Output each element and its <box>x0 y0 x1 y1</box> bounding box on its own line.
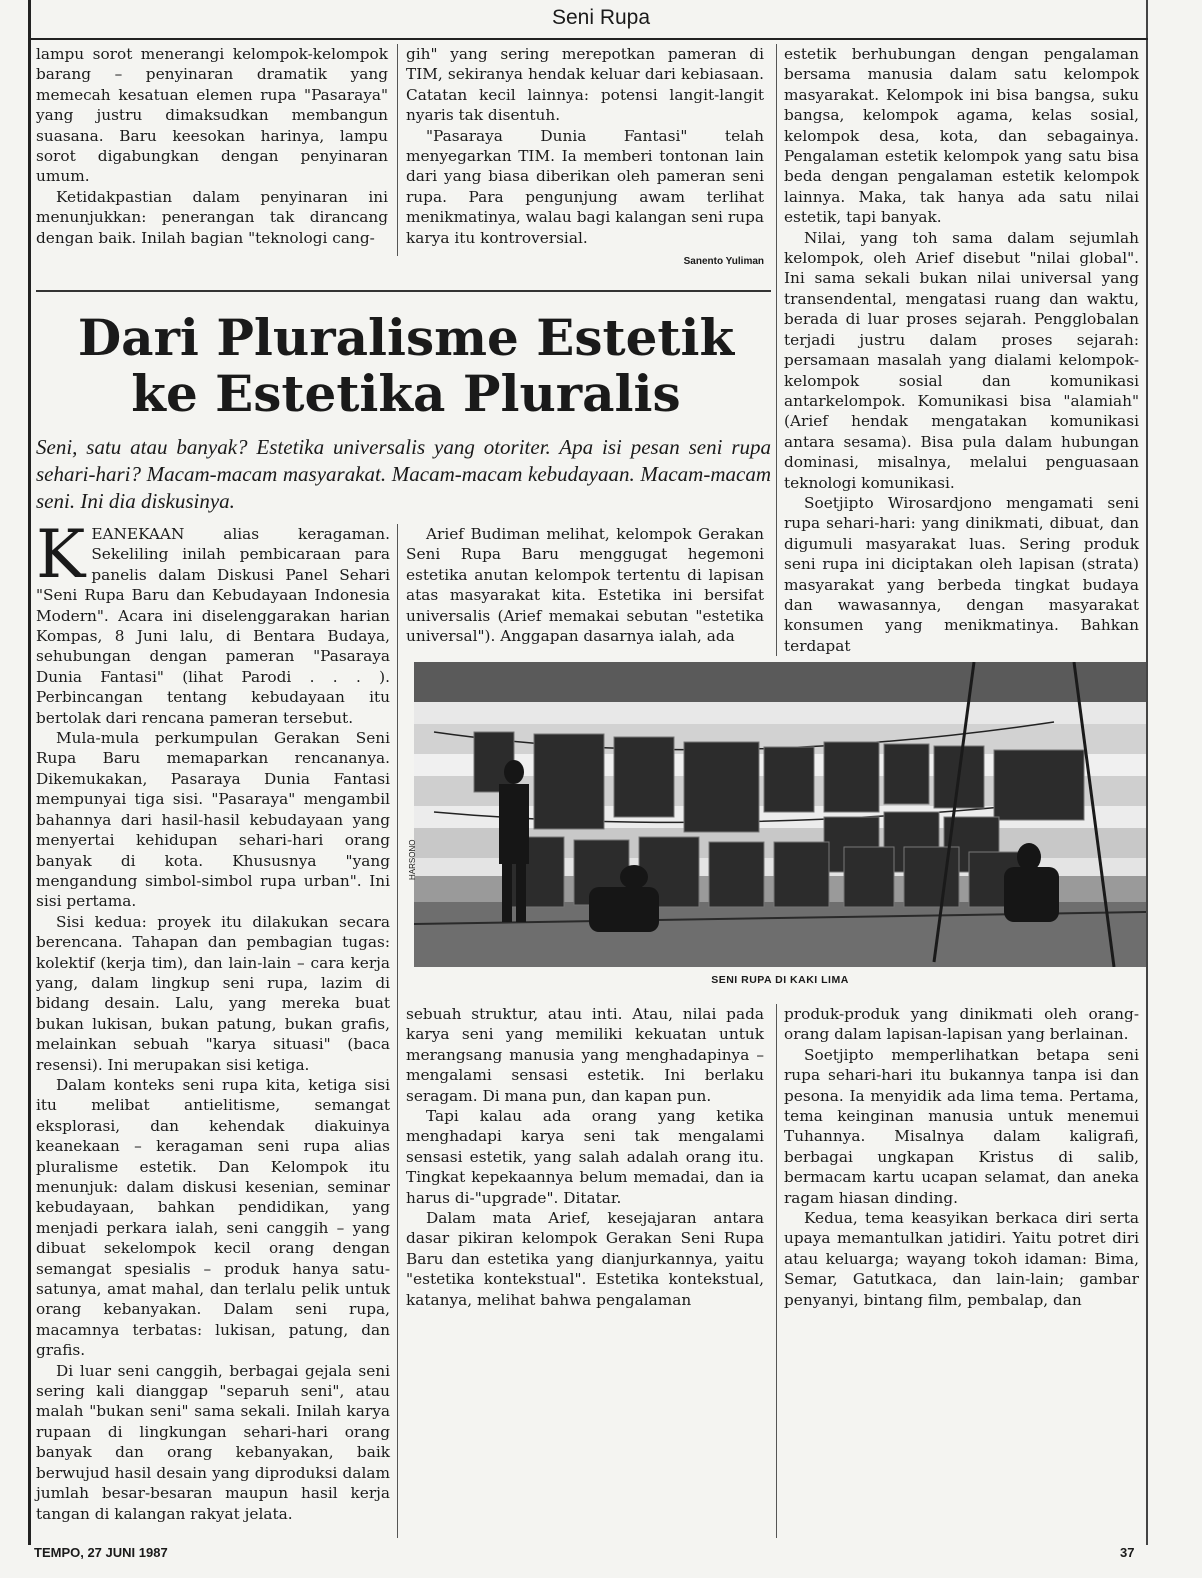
paragraph: Dalam konteks seni rupa kita, ketiga sisi itu melibat antielitisme, semangat eksplorasi, dan kehendak diakuinya keanekaan – keragaman seni rupa alias pluralisme estetik. Dan Kelompok itu menunjuk: dalam diskusi kesenian, seminar kebudayaan, bahkan pendidikan, yang menjadi perkara ialah, seni canggih – yang dibuat sekelompok kecil orang dengan semangat spesialis – produk hanya satu-satunya, amat mahal, dan terlalu pelik untuk orang kebanyakan. Dalam seni rupa, macamnya terbatas: lukisan, patung, dan grafis. <box>36 1075 390 1360</box>
page-number: 37 <box>1120 1545 1135 1560</box>
paragraph: Sisi kedua: proyek itu dilakukan secara berencana. Tahapan dan pembagian tugas: kolektif (kerja tim), dan lain-lain – cara kerja yang, dalam lingkup seni rupa, lazim di bidang desain. Lalu, yang mereka buat bukan lukisan, bukan patung, bukan grafis, melainkan sebuah "karya situasi" (baca resensi). Ini merupakan sisi ketiga. <box>36 912 390 1074</box>
photo-credit: HARSONO <box>408 839 417 880</box>
headline <box>36 310 776 422</box>
right-margin-rule <box>1146 0 1148 1545</box>
article-column-3-bottom <box>784 1004 1139 1310</box>
street-art-photo <box>414 662 1146 967</box>
column-divider <box>776 1004 777 1538</box>
article-column-1 <box>36 516 390 1524</box>
article-separator-rule <box>36 290 771 292</box>
paragraph: Tapi kalau ada orang yang ketika menghadapi karya seni tak mengalami sensasi estetik, yang salah adalah orang itu. Tingkat kepekaannya belum memadai, dan ia harus di-"upgrade". Ditatar. <box>406 1107 764 1207</box>
column-divider <box>397 44 398 256</box>
running-head: Seni Rupa <box>551 6 651 29</box>
paragraph: gih" yang sering merepotkan pameran di TIM, sekiranya hendak keluar dari kebiasaan. Catatan kecil lainnya: potensi langit-langit nyaris tak disentuh. <box>406 45 764 125</box>
column-divider <box>397 524 398 1538</box>
issue-date: TEMPO, 27 JUNI 1987 <box>34 1545 168 1560</box>
paragraph: Dalam mata Arief, kesejajaran antara dasar pikiran kelompok Gerakan Seni Rupa Baru dan estetika yang dianjurkannya, yaitu "estetika kontekstual". Estetika kontekstual, katanya, melihat bahwa pengalaman <box>406 1209 764 1309</box>
paragraph: estetik berhubungan dengan pengalaman bersama manusia dalam satu kelompok masyarakat. Kelompok ini bisa bangsa, suku bangsa, kelompok agama, kelas sosial, kelompok desa, kota, dan sebagainya. Pengalaman estetik kelompok yang satu bisa beda dengan pengalaman estetik kelompok lainnya. Maka, tak hanya ada satu nilai estetik, tapi banyak. <box>784 45 1139 227</box>
paragraph: sebuah struktur, atau inti. Atau, nilai pada karya seni yang memiliki kekuatan untuk merangsang manusia yang menghadapinya – mengalami sensasi estetik. Ini berlaku seragam. Di mana pun, dan kapan pun. <box>406 1005 764 1105</box>
paragraph: Nilai, yang toh sama dalam sejumlah kelompok, oleh Arief disebut "nilai global". Ini sama sekali bukan nilai universal yang transendental, mengatasi ruang dan waktu, berada di luar proses sejarah. Pengglobalan terjadi justru dalam proses sejarah: persamaan masalah yang dialami kelompok-kelompok sosial dan komunikasi antarkelompok. Komunikasi bisa "alamiah" (Arief hendak mengatakan komunikasi antara sesama). Bisa pula dalam hubungan dominasi, misalnya, melalui penguasaan teknologi komunikasi. <box>784 228 1139 492</box>
left-margin-rule <box>28 0 31 1545</box>
drop-cap: K <box>36 516 86 593</box>
headline-line-2: ke Estetika Pluralis <box>131 364 681 423</box>
prev-article-column-1 <box>36 44 388 248</box>
paragraph: Ketidakpastian dalam penyinaran ini menunjukkan: penerangan tak dirancang dengan baik. Inilah bagian "teknologi cang- <box>36 187 388 247</box>
paragraph: produk-produk yang dinikmati oleh orang-orang dalam lapisan-lapisan yang berlainan. <box>784 1005 1139 1044</box>
paragraph: lampu sorot menerangi kelompok-kelompok barang – penyinaran dramatik yang memecah kesatuan elemen rupa "Pasaraya" yang justru dimaksudkan membangun suasana. Baru keesokan harinya, lampu sorot digabungkan dengan penyinaran umum. <box>36 45 388 186</box>
paragraph: "Pasaraya Dunia Fantasi" telah menyegarkan TIM. Ia memberi tontonan lain dari yang biasa diberikan oleh pameran seni rupa. Para pengunjung awam terlihat menikmatinya, walau bagi kalangan seni rupa karya itu kontroversial. <box>406 126 764 247</box>
deck-intro: Seni, satu atau banyak? Estetika universalis yang otoriter. Apa isi pesan seni rupa sehari-hari? Macam-macam masyarakat. Macam-macam kebudayaan. Macam-macam seni. Ini dia diskusinya. <box>36 435 771 513</box>
paragraph: Arief Budiman melihat, kelompok Gerakan Seni Rupa Baru menggugat hegemoni estetika anutan kelompok tertentu di lapisan atas masyarakat kita. Estetika ini bersifat universalis (Arief memakai sebutan "estetika universal"). Anggapan dasarnya ialah, ada <box>406 525 764 646</box>
paragraph: Soetjipto Wirosardjono mengamati seni rupa sehari-hari: yang dinikmati, dibuat, dan digumuli masyarakat luas. Sering produk seni rupa ini diciptakan oleh lapisan (strata) masyarakat yang berbeda tingkat budaya dan wawasannya, dengan masyarakat konsumen yang menikmatinya. Bahkan terdapat <box>784 493 1139 655</box>
photo-caption: SENI RUPA DI KAKI LIMA <box>711 974 849 986</box>
prev-article-column-2 <box>406 44 764 272</box>
paragraph: Di luar seni canggih, berbagai gejala seni sering kali dianggap "separuh seni", atau malah "bukan seni" sama sekali. Inilah karya rupaan di lingkungan sehari-hari orang banyak dan orang kebanyakan, baik berwujud hasil desain yang diproduksi dalam jumlah besar-besaran maupun hasil kerja tangan di kalangan rakyat jelata. <box>36 1361 390 1523</box>
author-byline: Sanento Yuliman <box>683 256 764 268</box>
article-column-2-bottom <box>406 1004 764 1310</box>
paragraph: Kedua, tema keasyikan berkaca diri serta upaya memantulkan jatidiri. Yaitu potret diri atau keluarga; wayang tokoh idaman: Bima, Semar, Gatutkaca, dan lain-lain; gambar penyanyi, bintang film, pembalap, dan <box>784 1209 1139 1309</box>
paragraph: Soetjipto memperlihatkan betapa seni rupa sehari-hari itu bukannya tanpa isi dan pesona. Ia menyidik ada lima tema. Pertama, tema keinginan manusia untuk menemui Tuhannya. Misalnya dalam kaligrafi, berbagai ungkapan Kristus di salib, bermacam kartu ucapan selamat, dan aneka ragam hiasan dinding. <box>784 1045 1139 1207</box>
lead-paragraph: EANEKAAN alias keragaman. Sekeliling inilah pembicaraan para panelis dalam Diskusi Panel Sehari "Seni Rupa Baru dan Kebudayaan Indonesia Modern". Acara ini diselenggarakan harian Kompas, 8 Juni lalu, di Bentara Budaya, sehubungan dengan pameran "Pasaraya Dunia Fantasi" (lihat Parodi . . . ). Perbincangan tentang kebudayaan itu bertolak dari rencana pameran tersebut. <box>36 525 390 727</box>
article-column-2-top <box>406 524 764 646</box>
article-column-3-top <box>784 44 1139 656</box>
header-rule <box>28 38 1148 40</box>
headline-line-1: Dari Pluralisme Estetik <box>77 308 735 367</box>
photo-illustration <box>414 662 1146 967</box>
column-divider <box>776 44 777 656</box>
paragraph: Mula-mula perkumpulan Gerakan Seni Rupa Baru memaparkan rencananya. Dikemukakan, Pasaraya Dunia Fantasi mempunyai tiga sisi. "Pasaraya" mengambil bahannya dari hasil-hasil kebudayaan yang menyertai kehidupan sehari-hari orang banyak di kota. Khususnya "yang mengandung simbol-simbol rupa urban". Ini sisi pertama. <box>36 729 390 911</box>
